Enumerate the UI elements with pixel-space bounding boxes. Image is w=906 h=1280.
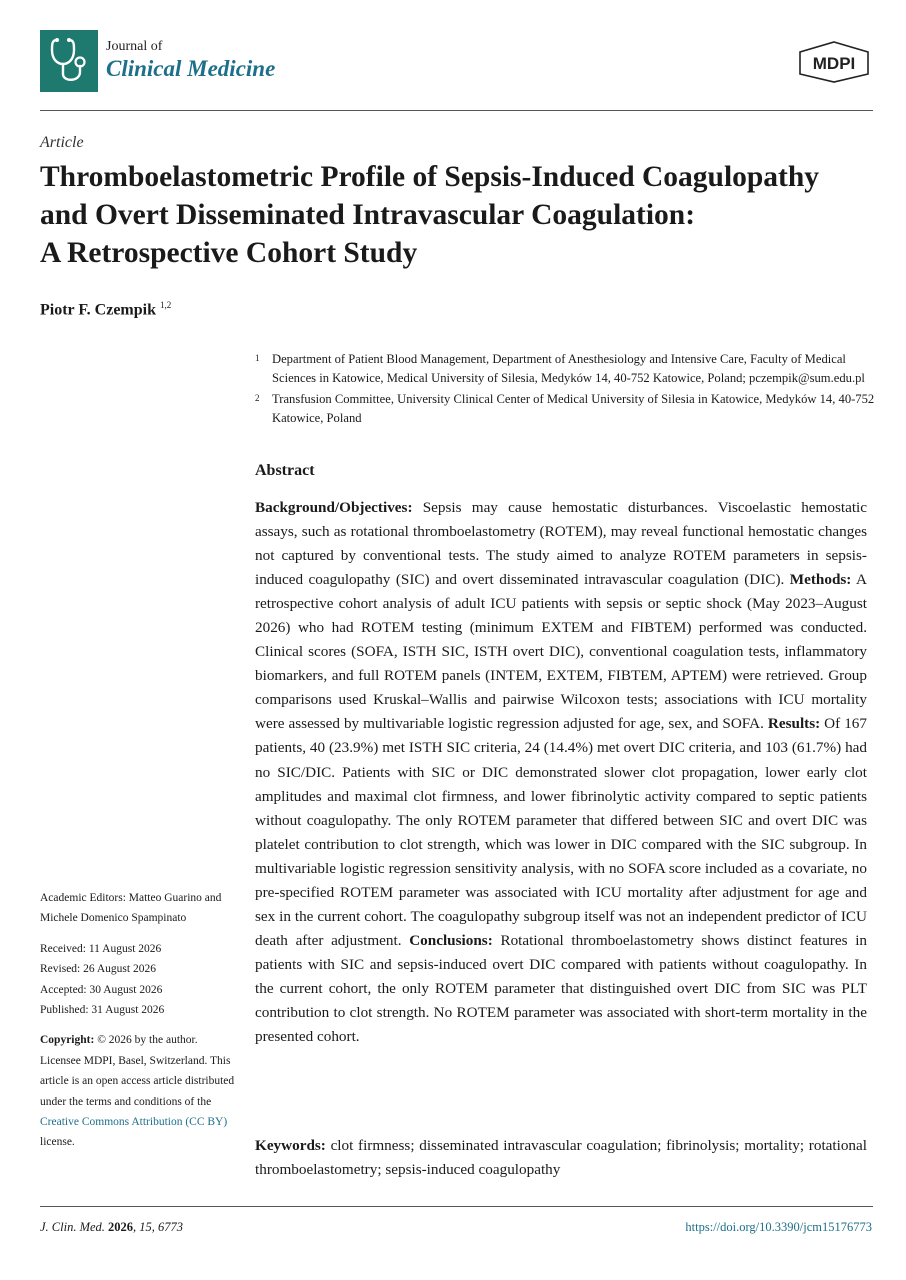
copyright-label: Copyright: xyxy=(40,1034,95,1047)
affiliations xyxy=(255,350,875,430)
affiliation-number: 2 xyxy=(255,393,260,403)
keywords xyxy=(255,1134,867,1182)
journal-prefix: Journal of xyxy=(106,39,163,54)
license-tail: license. xyxy=(40,1136,75,1149)
results-text: Of 167 patients, 40 (23.9%) met ISTH SIC criteria, 24 (14.4%) met overt DIC criteria, and 103 (61.7%) had no SIC/DIC. Patients with SIC or DIC demonstrated slower clot propagation, lower early clot amplitudes and maximal clot firmness, and lower fibrinolytic activity compared to septic patients without coagulopathy. The only ROTEM parameter that differed between SIC and overt DIC was platelet contribution to clot strength, which was lower in DIC compared with the SIC subgroup. In multivariable logistic regression sensitivity analysis, with no SOFA score included as a covariate, no pre-specified ROTEM parameter was associated with ICU mortality after adjustment for age and sex in the current cohort. The coagulopathy subgroup itself was not an independent predictor of ICU death after adjustment. xyxy=(255,715,867,949)
affiliation-text: Transfusion Committee, University Clinical Center of Medical University of Silesia in Katowice, Medyków 14, 40-752 Katowice, Poland xyxy=(272,392,875,425)
title-line: A Retrospective Cohort Study xyxy=(40,237,418,269)
author-line xyxy=(40,300,171,319)
citation-year: 2026 xyxy=(108,1220,134,1234)
journal-name xyxy=(106,40,275,80)
background-text: Sepsis may cause hemostatic disturbances. Viscoelastic hemostatic assays, such as rotational thromboelastometry (ROTEM), may reveal functional hemostatic changes not captured by conventional tests. The study aimed to analyze ROTEM parameters in sepsis-induced coagulopathy (SIC) and overt disseminated intravascular coagulation (DIC). xyxy=(255,499,867,589)
citation-volume: , 15, 6773 xyxy=(133,1220,184,1234)
keywords-text: clot firmness; disseminated intravascular coagulation; fibrinolysis; mortality; rotational thromboelastometry; sepsis-induced coagulopathy xyxy=(255,1137,867,1178)
conclusions-label: Conclusions: xyxy=(409,931,493,949)
conclusions-text: Rotational thromboelastometry shows distinct features in patients with SIC and sepsis-induced overt DIC compared with patients without coagulopathy. In the current cohort, the only ROTEM parameter that distinguished overt DIC from SIC was PLT contribution to clot strength. No ROTEM parameter was associated with short-term mortality in the presented cohort. xyxy=(255,931,868,1046)
keywords-label: Keywords: xyxy=(255,1137,326,1154)
citation-line xyxy=(40,1220,183,1235)
title-line: Thromboelastometric Profile of Sepsis-Induced Coagulopathy xyxy=(40,161,820,193)
header-divider xyxy=(40,110,873,111)
mdpi-logo xyxy=(796,40,872,84)
license-link[interactable]: Creative Commons Attribution (CC BY) xyxy=(40,1116,228,1129)
abstract-body xyxy=(255,496,867,1049)
methods-label: Methods: xyxy=(789,571,852,589)
journal-title: Clinical Medicine xyxy=(106,56,276,81)
copyright-text: © 2026 by the author. Licensee MDPI, Basel, Switzerland. This article is an open access article distributed under the terms and conditions of the xyxy=(40,1034,235,1108)
stethoscope-icon xyxy=(40,30,98,92)
methods-text: A retrospective cohort analysis of adult ICU patients with sepsis or septic shock (May 2023–August 2026) who had ROTEM testing (minimum EXTEM and FIBTEM) performed was conducted. Clinical scores (SOFA, ISTH SIC, ISTH overt DIC), conventional coagulation tests, inflammatory biomarkers, and full ROTEM panels (INTEM, EXTEM, FIBTEM, APTEM) were retrieved. Group comparisons used Kruskal–Wallis and pairwise Wilcoxon tests; associations with ICU mortality were assessed by multivariable logistic regression adjusted for age, sex, and SOFA. xyxy=(255,571,867,733)
abstract-heading: Abstract xyxy=(255,462,315,479)
copyright-notice xyxy=(40,1030,240,1152)
title-line: and Overt Disseminated Intravascular Coagulation: xyxy=(40,199,696,231)
results-label: Results: xyxy=(767,715,821,733)
affiliation-item xyxy=(255,350,875,388)
article-sidebar xyxy=(40,888,240,1163)
background-label: Background/Objectives: xyxy=(255,499,413,516)
author-name: Piotr F. Czempik xyxy=(40,301,156,319)
affiliation-number: 1 xyxy=(255,353,260,363)
mdpi-logo-text: MDPI xyxy=(812,54,856,73)
academic-editors: Academic Editors: Matteo Guarino and Michele Domenico Spampinato xyxy=(40,892,222,925)
received-date: Received: 11 August 2026 xyxy=(40,942,162,955)
article-title xyxy=(40,158,880,272)
doi-link[interactable]: https://doi.org/10.3390/jcm15176773 xyxy=(685,1220,872,1234)
article-type: Article xyxy=(40,134,84,151)
affiliation-text: Department of Patient Blood Management, Department of Anesthesiology and Intensive Care, Faculty of Medical Sciences in Katowice, Medical University of Silesia, Medyków 14, 40-752 Katowice, Poland; pczempik@sum.edu.pl xyxy=(272,352,865,385)
dates-block xyxy=(40,939,240,1021)
author-affil-marks: 1,2 xyxy=(160,300,172,310)
journal-abbrev: J. Clin. Med. xyxy=(40,1220,105,1234)
revised-date: Revised: 26 August 2026 xyxy=(40,963,156,976)
footer-divider xyxy=(40,1206,873,1207)
affiliation-item xyxy=(255,390,875,428)
published-date: Published: 31 August 2026 xyxy=(40,1004,165,1017)
journal-logo xyxy=(40,30,98,92)
accepted-date: Accepted: 30 August 2026 xyxy=(40,983,163,996)
